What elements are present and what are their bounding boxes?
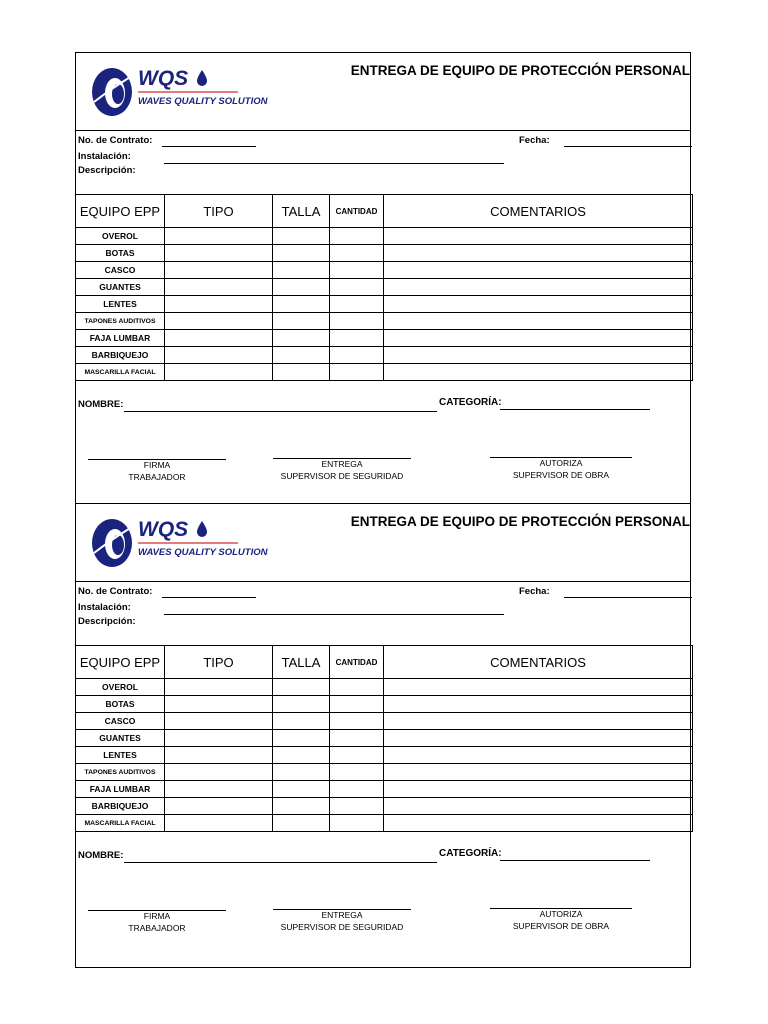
cell-comentarios[interactable] (384, 364, 693, 381)
cell-talla[interactable] (273, 228, 330, 245)
contract-field[interactable] (162, 146, 256, 147)
signature-works: AUTORIZA SUPERVISOR DE OBRA (512, 909, 610, 931)
table-row (76, 364, 693, 381)
epp-item: GUANTES (76, 279, 165, 296)
installation-field[interactable] (164, 614, 504, 615)
cell-comentarios[interactable] (384, 279, 693, 296)
col-tipo: TIPO (165, 195, 273, 228)
cell-comentarios[interactable] (384, 245, 693, 262)
epp-item: CASCO (76, 262, 165, 279)
cell-comentarios[interactable] (384, 296, 693, 313)
epp-item: BOTAS (76, 245, 165, 262)
installation-field[interactable] (164, 163, 504, 164)
cell-tipo[interactable] (165, 679, 273, 696)
cell-cantidad[interactable] (330, 262, 384, 279)
cell-cantidad[interactable] (330, 279, 384, 296)
signature-safety: ENTREGA SUPERVISOR DE SEGURIDAD (280, 910, 404, 932)
header-divider (76, 130, 690, 131)
form-title: ENTREGA DE EQUIPO DE PROTECCIÓN PERSONAL (350, 514, 690, 529)
epp-form-1 (75, 52, 691, 517)
table-row (76, 279, 693, 296)
cell-talla[interactable] (273, 364, 330, 381)
epp-item: TAPONES AUDITIVOS (76, 313, 165, 330)
cell-tipo[interactable] (165, 262, 273, 279)
table-header-row (76, 195, 693, 228)
col-equipo: EQUIPO EPP (76, 646, 165, 679)
table-row (76, 679, 693, 696)
cell-tipo[interactable] (165, 747, 273, 764)
cell-cantidad[interactable] (330, 764, 384, 781)
col-equipo: EQUIPO EPP (76, 195, 165, 228)
cell-cantidad[interactable] (330, 798, 384, 815)
cell-cantidad[interactable] (330, 730, 384, 747)
cell-cantidad[interactable] (330, 679, 384, 696)
form-title: ENTREGA DE EQUIPO DE PROTECCIÓN PERSONAL (350, 63, 690, 78)
cell-comentarios[interactable] (384, 713, 693, 730)
cell-tipo[interactable] (165, 313, 273, 330)
cell-tipo[interactable] (165, 296, 273, 313)
col-cantidad: CANTIDAD (330, 195, 384, 228)
cell-cantidad[interactable] (330, 228, 384, 245)
cell-comentarios[interactable] (384, 747, 693, 764)
epp-item: CASCO (76, 713, 165, 730)
table-row (76, 228, 693, 245)
cell-cantidad[interactable] (330, 296, 384, 313)
cell-cantidad[interactable] (330, 696, 384, 713)
table-row (76, 313, 693, 330)
cell-tipo[interactable] (165, 347, 273, 364)
table-row (76, 296, 693, 313)
signature-worker: FIRMA TRABAJADOR (128, 911, 186, 933)
cell-talla[interactable] (273, 245, 330, 262)
date-field[interactable] (564, 146, 692, 147)
wqs-logo (88, 62, 268, 122)
cell-tipo[interactable] (165, 713, 273, 730)
epp-item: OVEROL (76, 228, 165, 245)
cell-cantidad[interactable] (330, 347, 384, 364)
cell-talla[interactable] (273, 262, 330, 279)
date-label: Fecha: (519, 135, 550, 146)
contract-field[interactable] (162, 597, 256, 598)
contract-label: No. de Contrato: (78, 586, 153, 597)
epp-item: FAJA LUMBAR (76, 330, 165, 347)
cell-talla[interactable] (273, 679, 330, 696)
signature-worker: FIRMA TRABAJADOR (128, 460, 186, 482)
col-comentarios: COMENTARIOS (384, 195, 693, 228)
cell-tipo[interactable] (165, 228, 273, 245)
logo-tagline: WAVES QUALITY SOLUTIONS (138, 547, 268, 558)
epp-item: FAJA LUMBAR (76, 781, 165, 798)
cell-comentarios[interactable] (384, 730, 693, 747)
epp-item: TAPONES AUDITIVOS (76, 764, 165, 781)
cell-comentarios[interactable] (384, 696, 693, 713)
cell-talla[interactable] (273, 696, 330, 713)
table-row (76, 245, 693, 262)
epp-item: LENTES (76, 747, 165, 764)
table-row (76, 764, 693, 781)
col-talla: TALLA (273, 646, 330, 679)
epp-table (75, 645, 693, 832)
cell-talla[interactable] (273, 279, 330, 296)
table-row (76, 798, 693, 815)
cell-tipo[interactable] (165, 798, 273, 815)
cell-comentarios[interactable] (384, 679, 693, 696)
signature-safety: ENTREGA SUPERVISOR DE SEGURIDAD (280, 459, 404, 481)
cell-tipo[interactable] (165, 696, 273, 713)
epp-item: MASCARILLA FACIAL (76, 815, 165, 832)
cell-tipo[interactable] (165, 330, 273, 347)
cell-tipo[interactable] (165, 764, 273, 781)
name-field[interactable] (124, 411, 437, 412)
table-row (76, 730, 693, 747)
logo-tagline: WAVES QUALITY SOLUTIONS (138, 96, 268, 107)
col-cantidad: CANTIDAD (330, 646, 384, 679)
table-row (76, 781, 693, 798)
installation-label: Instalación: (78, 602, 131, 613)
cell-comentarios[interactable] (384, 764, 693, 781)
name-label: NOMBRE: (78, 850, 124, 861)
cell-tipo[interactable] (165, 279, 273, 296)
cell-cantidad[interactable] (330, 330, 384, 347)
cell-talla[interactable] (273, 781, 330, 798)
table-header-row (76, 646, 693, 679)
cell-comentarios[interactable] (384, 798, 693, 815)
cell-comentarios[interactable] (384, 815, 693, 832)
cell-talla[interactable] (273, 347, 330, 364)
cell-talla[interactable] (273, 330, 330, 347)
table-row (76, 747, 693, 764)
signature-works: AUTORIZA SUPERVISOR DE OBRA (512, 458, 610, 480)
table-row (76, 713, 693, 730)
name-field[interactable] (124, 862, 437, 863)
epp-item: BARBIQUEJO (76, 798, 165, 815)
cell-cantidad[interactable] (330, 313, 384, 330)
table-row (76, 696, 693, 713)
date-field[interactable] (564, 597, 692, 598)
cell-talla[interactable] (273, 296, 330, 313)
table-row (76, 815, 693, 832)
cell-comentarios[interactable] (384, 228, 693, 245)
cell-tipo[interactable] (165, 781, 273, 798)
cell-talla[interactable] (273, 798, 330, 815)
table-row (76, 330, 693, 347)
epp-item: BARBIQUEJO (76, 347, 165, 364)
category-field[interactable] (500, 860, 650, 861)
header-divider (76, 581, 690, 582)
epp-table (75, 194, 693, 381)
cell-tipo[interactable] (165, 364, 273, 381)
cell-comentarios[interactable] (384, 330, 693, 347)
col-talla: TALLA (273, 195, 330, 228)
description-label: Descripción: (78, 165, 136, 176)
installation-label: Instalación: (78, 151, 131, 162)
epp-item: LENTES (76, 296, 165, 313)
epp-item: OVEROL (76, 679, 165, 696)
table-row (76, 262, 693, 279)
logo-name: WQS (138, 518, 189, 541)
cell-cantidad[interactable] (330, 713, 384, 730)
cell-tipo[interactable] (165, 815, 273, 832)
cell-talla[interactable] (273, 313, 330, 330)
cell-talla[interactable] (273, 713, 330, 730)
epp-item: MASCARILLA FACIAL (76, 364, 165, 381)
name-label: NOMBRE: (78, 399, 124, 410)
cell-tipo[interactable] (165, 245, 273, 262)
cell-talla[interactable] (273, 764, 330, 781)
description-label: Descripción: (78, 616, 136, 627)
cell-talla[interactable] (273, 815, 330, 832)
epp-item: BOTAS (76, 696, 165, 713)
contract-label: No. de Contrato: (78, 135, 153, 146)
cell-cantidad[interactable] (330, 364, 384, 381)
cell-cantidad[interactable] (330, 781, 384, 798)
category-label: CATEGORÍA: (439, 848, 502, 859)
category-label: CATEGORÍA: (439, 397, 502, 408)
cell-talla[interactable] (273, 730, 330, 747)
cell-comentarios[interactable] (384, 262, 693, 279)
cell-tipo[interactable] (165, 730, 273, 747)
cell-comentarios[interactable] (384, 781, 693, 798)
epp-form-2 (75, 503, 691, 968)
wqs-logo (88, 513, 268, 573)
logo-name: WQS (138, 67, 189, 90)
cell-talla[interactable] (273, 747, 330, 764)
cell-cantidad[interactable] (330, 245, 384, 262)
cell-cantidad[interactable] (330, 747, 384, 764)
cell-comentarios[interactable] (384, 347, 693, 364)
table-row (76, 347, 693, 364)
col-tipo: TIPO (165, 646, 273, 679)
cell-comentarios[interactable] (384, 313, 693, 330)
col-comentarios: COMENTARIOS (384, 646, 693, 679)
date-label: Fecha: (519, 586, 550, 597)
category-field[interactable] (500, 409, 650, 410)
cell-cantidad[interactable] (330, 815, 384, 832)
epp-item: GUANTES (76, 730, 165, 747)
